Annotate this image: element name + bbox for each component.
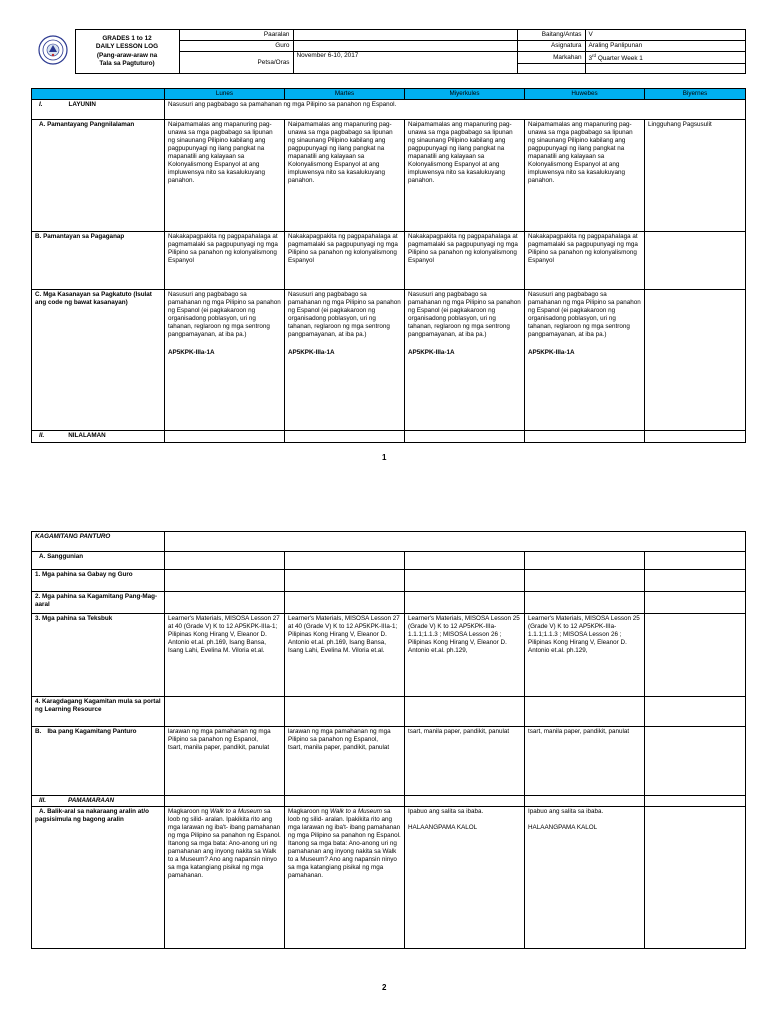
guro-value	[293, 41, 517, 52]
guro-label: Guro	[179, 41, 293, 52]
deped-seal	[31, 30, 75, 74]
markahan-value: 3rd Quarter Week 1	[585, 52, 745, 64]
page2-lesson-table	[31, 531, 746, 949]
day-miyerkules: Miyerkules	[405, 89, 525, 100]
teksbuk-huwebes: Learner's Materials, MISOSA Lesson 25 (Grade V) K to 12 AP5KPK-IIIa-1.1.1;1.1.3 ; MISOSA Lesson 26 ; Pilipinas Kong Hirang V, Eleanor D. Antonio et.al. ph.129,	[525, 614, 645, 697]
balik-aral-lunes: Magkaroon ng Walk to a Museum sa loob ng silid- aralan. Ipakikita rito ang mga larawan ng iba't- ibang pamahanan ng mga Pilipino sa panahon ng Espanol. Itanong sa mga bata: Ano-anong uri ng pamahanan ang inyong nakita sa Walk to a Museum? Ano ang napansin ninyo sa mga katangiang pisikal ng mga pamahanan.	[165, 807, 285, 949]
c-lunes: Nasusuri ang pagbabago sa pamahanan ng mga Pilipino sa panahon ng Espanol (ei pagkakaroon ng organisadong poblasyon, uri ng tahanan, reglaroon ng mga sentrong pangpamayanan, at iba pa.) AP5KPK-IIIa-1A	[165, 290, 285, 431]
b-lunes: Nakakapagpakita ng pagpapahalaga at pagmamalaki sa pagpupunyagi ng mga Pilipino sa panahon ng kolonyalismong Espanyol	[165, 232, 285, 290]
iba-miyerkules: tsart, manila paper, pandikit, panulat	[405, 727, 525, 796]
teksbuk-martes: Learner's Materials, MISOSA Lesson 27 at 40 (Grade V) K to 12 AP5KPK-IIIa-1; Pilipinas Kong Hirang V, Eleanor D. Antonio et.al. ph.169, Isang Bansa, Isang Lahi, Evelina M. Viloria et.al.	[285, 614, 405, 697]
iba-martes: larawan ng mga pamahanan ng mga Pilipino sa panahon ng Espanol, tsart, manila paper, pandikit, panulat	[285, 727, 405, 796]
a-miyerkules: Naipamamalas ang mapanuring pag-unawa sa mga pagbabago sa lipunan ng sinaunang Pilipino kabilang ang pagpupunyagi ng ilang pangkat na mapanatili ang kalayaan sa Kolonyalismong Espanyol at ang impluwensya nito sa kasalukuyang panahon.	[405, 120, 525, 232]
iba-pang-kagamitan-label: B. Iba pang Kagamitang Panturo	[32, 727, 165, 796]
header-title: GRADES 1 to 12 DAILY LESSON LOG (Pang-araw-araw na Tala sa Pagtuturo)	[75, 30, 179, 74]
teksbuk-miyerkules: Learner's Materials, MISOSA Lesson 25 (Grade V) K to 12 AP5KPK-IIIa-1.1.1;1.1.3 ; MISOSA Lesson 26 ; Pilipinas Kong Hirang V, Eleanor D. Antonio et.al. ph.129,	[405, 614, 525, 697]
sanggunian-label: A. Sanggunian	[32, 552, 165, 570]
kagamitan-heading: KAGAMITANG PANTURO	[32, 532, 165, 552]
day-martes: Martes	[285, 89, 405, 100]
baitang-label: Baitang/Antas	[517, 30, 585, 41]
day-lunes: Lunes	[165, 89, 285, 100]
c-miyerkules: Nasusuri ang pagbabago sa pamahanan ng mga Pilipino sa panahon ng Espanol (ei pagkakaroon ng organisadong poblasyon, uri ng tahanan, reglaroon ng mga sentrong pangpamayanan, at iba pa.) AP5KPK-IIIa-1A	[405, 290, 525, 431]
kagamitang-mag-aaral-label: 2. Mga pahina sa Kagamitang Pang-Mag-aaral	[32, 592, 165, 614]
balik-aral-martes: Magkaroon ng Walk to a Museum sa loob ng silid- aralan. Ipakikita rito ang mga larawan ng iba't- ibang pamahanan ng mga Pilipino sa panahon ng Espanol. Itanong sa mga bata: Ano-anong uri ng pamahanan ang inyong nakita sa Walk to a Museum? Ano ang napansin ninyo sa mga katangiang pisikal ng mga pamahanan.	[285, 807, 405, 949]
a-huwebes: Naipamamalas ang mapanuring pag-unawa sa mga pagbabago sa lipunan ng sinaunang Pilipino kabilang ang pagpupunyagi ng ilang pangkat na mapanatili ang kalayaan sa Kolonyalismong Espanyol at ang impluwensya nito sa kasalukuyang panahon.	[525, 120, 645, 232]
nilalaman-heading: II. NILALAMAN	[32, 431, 165, 443]
paaralan-value	[293, 30, 517, 41]
balik-aral-huwebes: Ipabuo ang salita sa ibaba. HALAANGPAMA KALOL	[525, 807, 645, 949]
pamamaraan-heading: III. PAMAMARAAN	[32, 796, 165, 807]
iba-lunes: larawan ng mga pamahanan ng mga Pilipino sa panahon ng Espanol, tsart, manila paper, pandikit, panulat	[165, 727, 285, 796]
pamantayang-pangnilalaman-label: A. Pamantayang Pangnilalaman	[32, 120, 165, 232]
petsa-value: November 6-10, 2017	[293, 52, 517, 74]
gabay-guro-label: 1. Mga pahina sa Gabay ng Guro	[32, 570, 165, 592]
layunin-heading: I. LAYUNIN	[32, 100, 165, 120]
balik-aral-label: A. Balik-aral sa nakaraang aralin at/o pagsisimula ng bagong aralin	[32, 807, 165, 949]
karagdagang-kagamitan-label: 4. Karagdagang Kagamitan mula sa portal ng Learning Resource	[32, 697, 165, 727]
page1-lesson-table	[31, 88, 746, 443]
a-lunes: Naipamamalas ang mapanuring pag-unawa sa mga pagbabago sa lipunan ng sinaunang Pilipino kabilang ang pagpupunyagi ng ilang pangkat na mapanatili ang kalayaan sa Kolonyalismong Espanyol at ang impluwensya nito sa kasalukuyang panahon.	[165, 120, 285, 232]
petsa-label: Petsa/Oras	[179, 52, 293, 74]
kasanayan-label: C. Mga Kasanayan sa Pagkatuto (Isulat ang code ng bawat kasanayan)	[32, 290, 165, 431]
deped-seal-icon	[38, 35, 68, 65]
baitang-value: V	[585, 30, 745, 41]
teksbuk-label: 3. Mga pahina sa Teksbuk	[32, 614, 165, 697]
balik-aral-miyerkules: Ipabuo ang salita sa ibaba. HALAANGPAMA KALOL	[405, 807, 525, 949]
paaralan-label: Paaralan	[179, 30, 293, 41]
day-huwebes: Huwebes	[525, 89, 645, 100]
page-number-2: 2	[382, 983, 387, 992]
asignatura-value: Araling Panlipunan	[585, 41, 745, 52]
a-martes: Naipamamalas ang mapanuring pag-unawa sa mga pagbabago sa lipunan ng sinaunang Pilipino kabilang ang pagpupunyagi ng ilang pangkat na mapanatili ang kalayaan sa Kolonyalismong Espanyol at ang impluwensya nito sa kasalukuyang panahon.	[285, 120, 405, 232]
b-huwebes: Nakakapagpakita ng pagpapahalaga at pagmamalaki sa pagpupunyagi ng mga Pilipino sa panahon ng kolonyalismong Espanyol	[525, 232, 645, 290]
day-biyernes: Biyernes	[645, 89, 746, 100]
c-huwebes: Nasusuri ang pagbabago sa pamahanan ng mga Pilipino sa panahon ng Espanol (ei pagkakaroon ng organisadong poblasyon, uri ng tahanan, reglaroon ng mga sentrong pangpamayanan, at iba pa.) AP5KPK-IIIa-1A	[525, 290, 645, 431]
c-martes: Nasusuri ang pagbabago sa pamahanan ng mga Pilipino sa panahon ng Espanol (ei pagkakaroon ng organisadong poblasyon, uri ng tahanan, reglaroon ng mga sentrong pangpamayanan, at iba pa.) AP5KPK-IIIa-1A	[285, 290, 405, 431]
header-table	[31, 29, 746, 74]
teksbuk-lunes: Learner's Materials, MISOSA Lesson 27 at 40 (Grade V) K to 12 AP5KPK-IIIa-1; Pilipinas Kong Hirang V, Eleanor D. Antonio et.al. ph.169, Isang Bansa, Isang Lahi, Evelina M. Viloria et.al.	[165, 614, 285, 697]
asignatura-label: Asignatura	[517, 41, 585, 52]
markahan-label: Markahan	[517, 52, 585, 64]
page-number-1: 1	[382, 453, 387, 462]
a-biyernes: Lingguhang Pagsusulit	[645, 120, 746, 232]
b-martes: Nakakapagpakita ng pagpapahalaga at pagmamalaki sa pagpupunyagi ng mga Pilipino sa panahon ng kolonyalismong Espanyol	[285, 232, 405, 290]
layunin-text: Nasusuri ang pagbabago sa pamahanan ng mga Pilipino sa panahon ng Espanol.	[165, 100, 746, 120]
iba-huwebes: tsart, manila paper, pandikit, panulat	[525, 727, 645, 796]
pamantayan-sa-pagaganap-label: B. Pamantayan sa Pagaganap	[32, 232, 165, 290]
b-miyerkules: Nakakapagpakita ng pagpapahalaga at pagmamalaki sa pagpupunyagi ng mga Pilipino sa panahon ng kolonyalismong Espanyol	[405, 232, 525, 290]
